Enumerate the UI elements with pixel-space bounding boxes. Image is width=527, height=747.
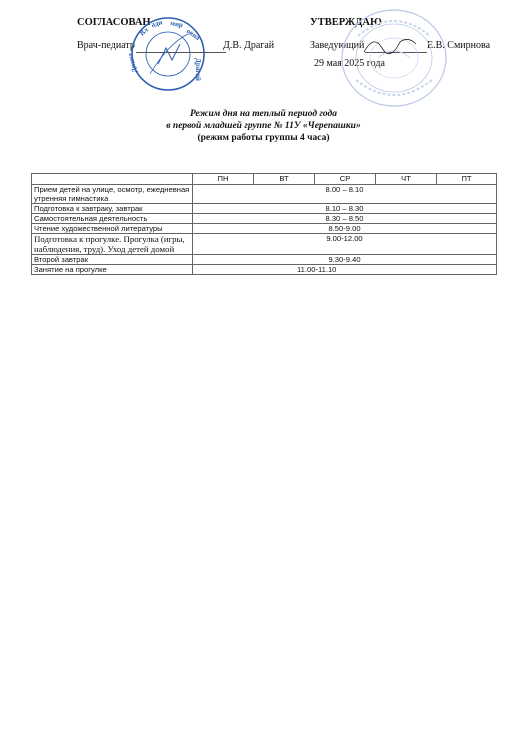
table-row: [32, 234, 497, 255]
svg-text:мир: мир: [169, 19, 184, 30]
table-row: [32, 185, 497, 204]
director-signature: [360, 30, 420, 60]
daily-schedule-table: [31, 173, 497, 275]
time-cell: 8.50-9.00: [193, 224, 497, 234]
svg-text:ади: ади: [150, 18, 164, 29]
header-thursday: ЧТ: [376, 174, 437, 185]
time-cell: 8.10 – 8.30: [193, 204, 497, 214]
svg-text:Диана: Диана: [126, 52, 139, 74]
activity-cell: Чтение художественной литературы: [32, 224, 193, 234]
title-line-1: Режим дня на теплый период года: [189, 109, 338, 119]
header-monday: ПН: [193, 174, 254, 185]
svg-text:овна: овна: [184, 27, 202, 43]
svg-text:Вл: Вл: [138, 25, 150, 38]
activity-cell: Самостоятельная деятельность: [32, 214, 193, 224]
approval-right-name: Е.В. Смирнова: [427, 40, 491, 51]
time-cell: 8.00 – 8.10: [193, 185, 497, 204]
time-cell: 8.30 – 8.50: [193, 214, 497, 224]
approval-left-heading: СОГЛАСОВАН: [77, 17, 151, 28]
approval-left-name: Д.В. Драгай: [223, 40, 275, 51]
document-title: [0, 108, 527, 144]
header-friday: ПТ: [437, 174, 497, 185]
activity-cell: Подготовка к прогулке. Прогулка (игры, наблюдения, труд). Уход детей домой: [32, 234, 193, 255]
title-line-3: (режим работы группы 4 часа): [197, 133, 330, 143]
time-cell: 9.00-12.00: [193, 234, 497, 255]
approval-left-position: Врач-педиатр: [77, 40, 135, 51]
svg-text:Драгай: Драгай: [194, 58, 202, 81]
table-row: [32, 204, 497, 214]
activity-cell: Второй завтрак: [32, 255, 193, 265]
doctor-stamp-seal: [128, 14, 208, 94]
activity-cell: Подготовка к завтраку, завтрак: [32, 204, 193, 214]
header-tuesday: ВТ: [254, 174, 315, 185]
activity-cell: Прием детей на улице, осмотр, ежедневная утренняя гимнастика: [32, 185, 193, 204]
time-cell: 9.30-9.40: [193, 255, 497, 265]
header-activity: [32, 174, 193, 185]
table-row: [32, 265, 497, 275]
table-row: [32, 214, 497, 224]
table-row: [32, 255, 497, 265]
title-line-2: в первой младшей группе № 11У «Черепашки»: [166, 121, 361, 131]
activity-cell: Занятие на прогулке: [32, 265, 193, 275]
approval-right-heading: УТВЕРЖДАЮ: [310, 17, 382, 28]
table-header-row: [32, 174, 497, 185]
table-row: [32, 224, 497, 234]
time-cell: 11.00-11.10: [193, 265, 497, 275]
approval-right-position: Заведующий: [310, 40, 365, 51]
approval-date: 29 мая 2025 года: [314, 58, 385, 69]
header-wednesday: СР: [315, 174, 376, 185]
